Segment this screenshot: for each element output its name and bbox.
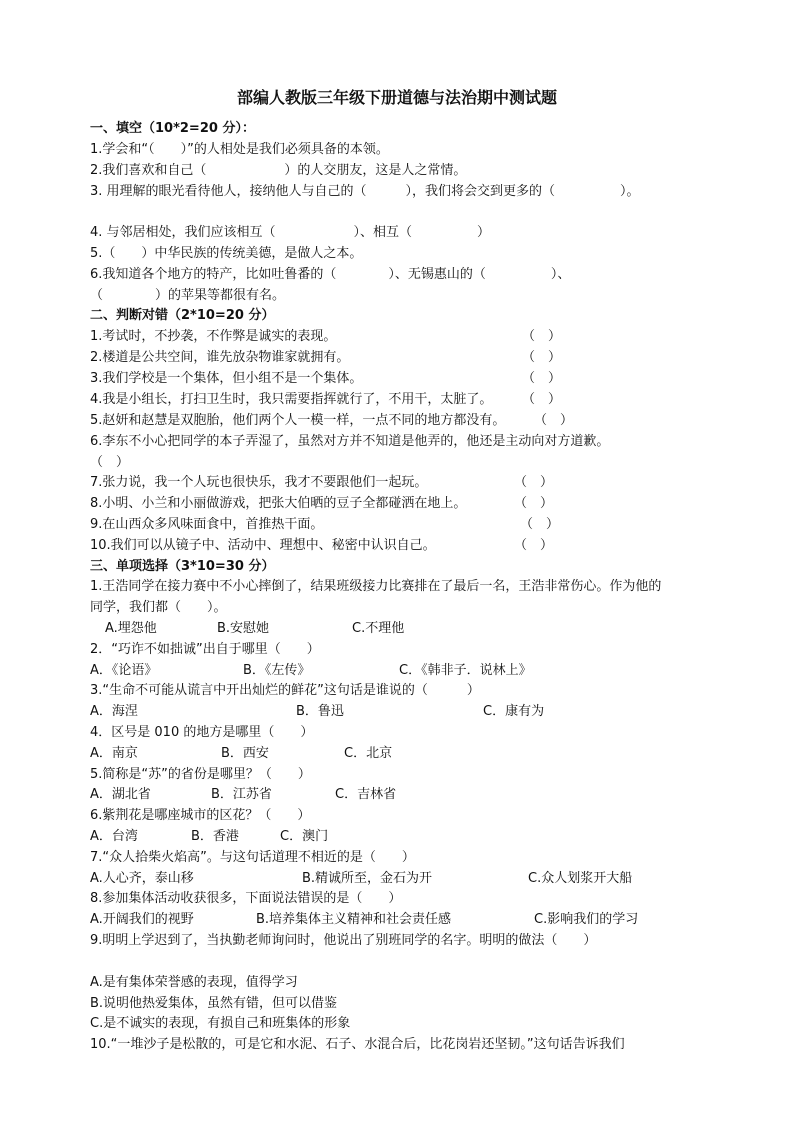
option-c: C．康有为 xyxy=(483,704,545,719)
judge-item-9 xyxy=(90,515,710,535)
choice-q4-options xyxy=(90,744,710,764)
judge-answer-blank: （ ） xyxy=(514,475,554,490)
page-title: 部编人教版三年级下册道德与法治期中测试题 xyxy=(236,88,557,107)
choice-q3-stem: 3.“生命不可能从谎言中开出灿烂的鲜花”这句话是谁说的（ ） xyxy=(90,683,480,698)
choice-q1-options xyxy=(105,619,725,639)
judge-answer-blank: （ ） xyxy=(522,329,562,344)
judge-item-10 xyxy=(90,536,710,556)
fill-item-3: 3. 用理解的眼光看待他人，接纳他人与自己的（ ），我们将会交到更多的（ ）。 xyxy=(90,184,640,199)
choice-q7-options xyxy=(90,869,710,889)
option-c: C.众人划浆开大船 xyxy=(528,871,633,886)
choice-q9-option-a: A.是有集体荣誉感的表现，值得学习 xyxy=(90,975,298,990)
judge-text: 5.赵妍和赵慧是双胞胎，他们两个人一模一样，一点不同的地方都没有。 xyxy=(90,413,506,428)
judge-text: 2.楼道是公共空间，谁先放杂物谁家就拥有。 xyxy=(90,350,350,365)
judge-answer-blank: （ ） xyxy=(522,350,562,365)
option-a: A．南京 xyxy=(90,746,138,761)
choice-q5-stem: 5.简称是“苏”的省份是哪里？（ ） xyxy=(90,767,311,782)
choice-q1-stem-cont: 同学，我们都（ ）。 xyxy=(90,600,227,615)
option-a: A.埋怨他 xyxy=(105,621,157,636)
option-a: A.开阔我们的视野 xyxy=(90,912,194,927)
choice-q7-stem: 7.“众人拾柴火焰高”。与这句话道理不相近的是（ ） xyxy=(90,850,415,865)
option-c: C．《韩非子．说林上》 xyxy=(399,663,532,678)
judge-answer-blank: （ ） xyxy=(522,371,562,386)
judge-item-1 xyxy=(90,327,710,347)
choice-q2-options xyxy=(90,661,710,681)
option-a: A．海涅 xyxy=(90,704,138,719)
judge-text: 1.考试时，不抄袭，不作弊是诚实的表现。 xyxy=(90,329,337,344)
fill-item-6-cont: （ ）的苹果等都很有名。 xyxy=(90,288,286,303)
option-c: C.影响我们的学习 xyxy=(534,912,639,927)
choice-q10-stem: 10.“一堆沙子是松散的，可是它和水泥、石子、水混合后，比花岗岩还坚韧。”这句话告诉我们 xyxy=(90,1037,625,1052)
choice-q6-stem: 6.紫荆花是哪座城市的区花？（ ） xyxy=(90,808,311,823)
judge-text: 7.张力说，我一个人玩也很快乐，我才不要跟他们一起玩。 xyxy=(90,475,428,490)
fill-item-2: 2.我们喜欢和自己（ ）的人交朋友，这是人之常情。 xyxy=(90,163,467,178)
choice-q6-options xyxy=(90,827,710,847)
choice-q1-stem: 1.王浩同学在接力赛中不小心摔倒了，结果班级接力比赛排在了最后一名，王浩非常伤心。作为他的 xyxy=(90,579,662,594)
judge-item-7 xyxy=(90,473,710,493)
option-a: A．台湾 xyxy=(90,829,138,844)
fill-item-6: 6.我知道各个地方的特产，比如吐鲁番的（ ）、无锡惠山的（ ）、 xyxy=(90,267,571,282)
choice-q4-stem: 4．区号是 010 的地方是哪里（ ） xyxy=(90,725,314,740)
section2-heading: 二、判断对错（2*10=20 分） xyxy=(90,308,275,323)
choice-q9-option-c: C.是不诚实的表现，有损自己和班集体的形象 xyxy=(90,1016,351,1031)
option-a: A.人心齐，泰山移 xyxy=(90,871,194,886)
option-c: C．吉林省 xyxy=(335,787,397,802)
judge-item-4 xyxy=(90,390,710,410)
choice-q3-options xyxy=(90,702,710,722)
option-b: B．西安 xyxy=(221,746,269,761)
judge-item-8 xyxy=(90,494,710,514)
option-c: C.不理他 xyxy=(352,621,405,636)
fill-item-4: 4. 与邻居相处，我们应该相互（ ）、相互（ ） xyxy=(90,225,491,240)
judge-answer-blank: （ ） xyxy=(534,413,574,428)
judge-item-2 xyxy=(90,348,710,368)
judge-text: 4.我是小组长，打扫卫生时，我只需要指挥就行了，不用干，太脏了。 xyxy=(90,392,493,407)
choice-q8-options xyxy=(90,910,710,930)
option-b: B.精诚所至，金石为开 xyxy=(302,871,433,886)
judge-item-3 xyxy=(90,369,710,389)
option-b: B.安慰她 xyxy=(217,621,270,636)
judge-answer-blank: （ ） xyxy=(514,496,554,511)
fill-item-5: 5.（ ）中华民族的传统美德，是做人之本。 xyxy=(90,246,363,261)
option-b: B．《左传》 xyxy=(243,663,311,678)
judge-answer-blank: （ ） xyxy=(522,392,562,407)
option-c: C．北京 xyxy=(344,746,393,761)
option-b: B．江苏省 xyxy=(211,787,272,802)
choice-q2-stem: 2．“巧诈不如拙诚”出自于哪里（ ） xyxy=(90,642,320,657)
option-a: A．《论语》 xyxy=(90,663,158,678)
choice-q8-stem: 8.参加集体活动收获很多，下面说法错误的是（ ） xyxy=(90,891,402,906)
choice-q5-options xyxy=(90,785,710,805)
judge-item-6-blank: （ ） xyxy=(90,455,130,470)
option-a: A．湖北省 xyxy=(90,787,151,802)
option-b: B．鲁迅 xyxy=(296,704,344,719)
option-b: B．香港 xyxy=(191,829,239,844)
choice-q9-stem: 9.明明上学迟到了，当执勤老师询问时，他说出了别班同学的名字。明明的做法（ ） xyxy=(90,933,597,948)
judge-item-5 xyxy=(90,411,710,431)
judge-text: 9.在山西众多风味面食中，首推热干面。 xyxy=(90,517,324,532)
choice-q9-option-b: B.说明他热爱集体，虽然有错，但可以借鉴 xyxy=(90,996,338,1011)
judge-text: 10.我们可以从镜子中、活动中、理想中、秘密中认识自己。 xyxy=(90,538,436,553)
judge-text: 8.小明、小兰和小丽做游戏，把张大伯晒的豆子全都碰洒在地上。 xyxy=(90,496,467,511)
section3-heading: 三、单项选择（3*10=30 分） xyxy=(90,559,275,574)
judge-answer-blank: （ ） xyxy=(514,538,554,553)
judge-answer-blank: （ ） xyxy=(520,517,560,532)
judge-text: 3.我们学校是一个集体，但小组不是一个集体。 xyxy=(90,371,363,386)
judge-item-6: 6.李东不小心把同学的本子弄湿了，虽然对方并不知道是他弄的，他还是主动向对方道歉。 xyxy=(90,434,610,449)
option-c: C．澳门 xyxy=(280,829,329,844)
section1-heading: 一、填空（10*2=20 分）： xyxy=(90,121,255,136)
option-b: B.培养集体主义精神和社会责任感 xyxy=(256,912,452,927)
fill-item-1: 1.学会和“（ ）”的人相处是我们必须具备的本领。 xyxy=(90,142,389,157)
